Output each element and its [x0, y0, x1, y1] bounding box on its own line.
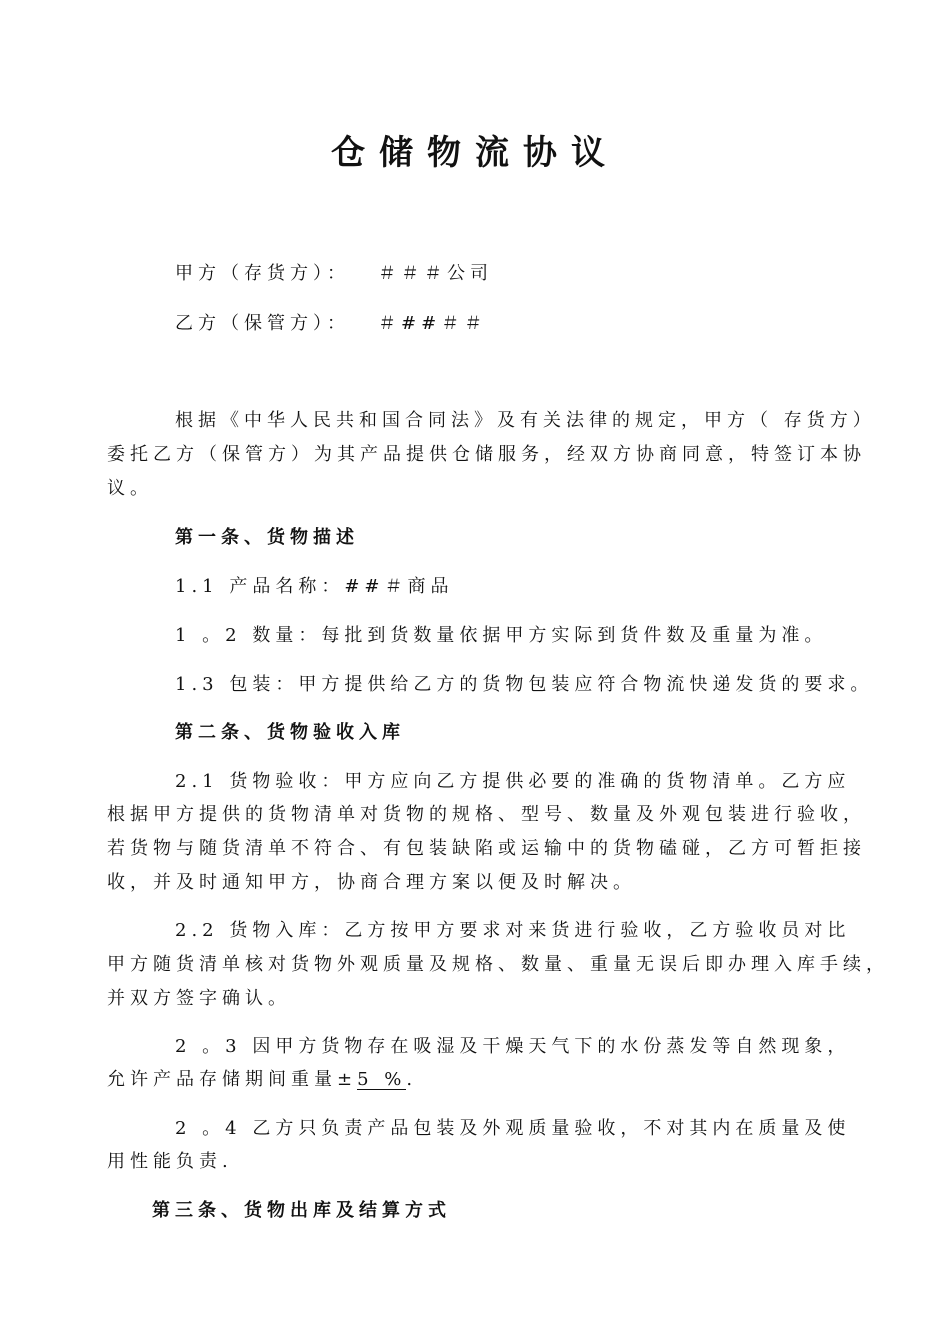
clause-2-2-line-1: 2.2 货物入库：乙方按甲方要求对来货进行验收，乙方验收员对比 [175, 920, 851, 941]
party-b-value: ＃##＃＃ [378, 313, 488, 334]
party-a-value: ＃＃＃公司 [378, 263, 493, 284]
clause-2-3-line-1: 2 。3 因甲方货物存在吸湿及干燥天气下的水份蒸发等自然现象， [175, 1036, 851, 1057]
clause-2-2-line-2: 甲方随货清单核对货物外观质量及规格、数量、重量无误后即办理入库手续， [107, 954, 889, 975]
article-3-heading: 第三条、货物出库及结算方式 [152, 1200, 451, 1221]
clause-2-3-line-2 [107, 1065, 417, 1091]
page-title: 仓储物流协议 [331, 133, 619, 173]
clause-2-4-line-2: 用性能负责. [107, 1151, 233, 1172]
clause-1-1: 1.1 产品名称：##＃商品 [175, 576, 454, 597]
clause-1-3: 1.3 包装：甲方提供给乙方的货物包装应符合物流快递发货的要求。 [175, 674, 874, 695]
clause-2-4-line-1: 2 。4 乙方只负责产品包装及外观质量验收，不对其内在质量及使 [175, 1118, 851, 1139]
article-1-heading: 第一条、货物描述 [175, 527, 359, 548]
clause-2-3-text: 允许产品存储期间重量± [107, 1069, 358, 1090]
party-b-label: 乙方（保管方）： [175, 313, 350, 334]
clause-2-3-period: . [406, 1069, 418, 1090]
clause-1-2: 1 。2 数量：每批到货数量依据甲方实际到货件数及重量为准。 [175, 625, 828, 646]
clause-2-1-line-4: 收，并及时通知甲方，协商合理方案以便及时解决。 [107, 872, 636, 893]
party-a-label: 甲方（存货方）： [175, 263, 350, 284]
clause-2-1-line-1: 2.1 货物验收：甲方应向乙方提供必要的准确的货物清单。乙方应 [175, 771, 851, 792]
intro-line-3: 议。 [107, 478, 153, 499]
clause-2-2-line-3: 并双方签字确认。 [107, 988, 291, 1009]
clause-2-1-line-2: 根据甲方提供的货物清单对货物的规格、型号、数量及外观包装进行验收， [107, 804, 866, 825]
tolerance-value: 5 % [357, 1069, 407, 1090]
intro-line-1: 根据《中华人民共和国合同法》及有关法律的规定，甲方（ 存货方） [175, 410, 876, 431]
clause-2-1-line-3: 若货物与随货清单不符合、有包装缺陷或运输中的货物磕碰，乙方可暂拒接 [107, 838, 866, 859]
intro-line-2: 委托乙方（保管方）为其产品提供仓储服务，经双方协商同意，特签订本协 [107, 444, 866, 465]
article-2-heading: 第二条、货物验收入库 [175, 722, 405, 743]
